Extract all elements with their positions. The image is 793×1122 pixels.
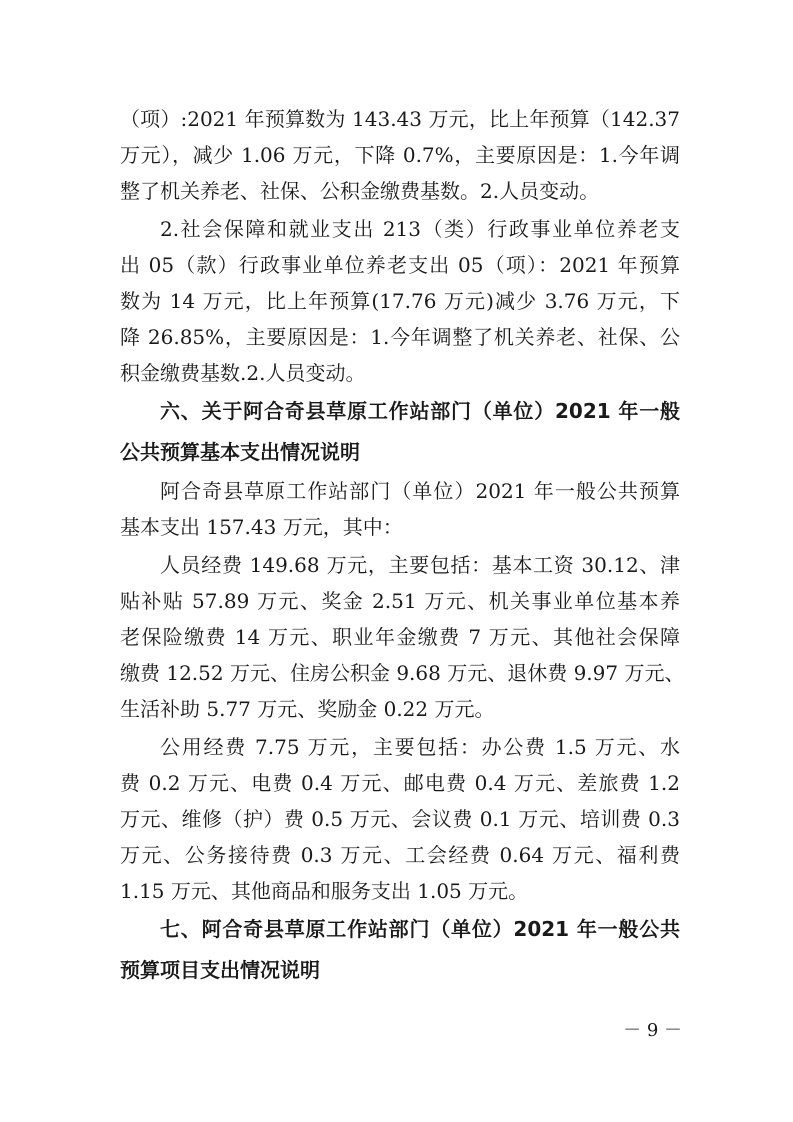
- text-line: 费 0.2 万元、电费 0.4 万元、邮电费 0.4 万元、差旅费 1.2: [120, 771, 680, 795]
- text-line: 老保险缴费 14 万元、职业年金缴费 7 万元、其他社会保障: [120, 625, 680, 649]
- text-line: 贴补贴 57.89 万元、奖金 2.51 万元、机关事业单位基本养: [120, 589, 680, 613]
- text-line: 人员经费 149.68 万元，主要包括：基本工资 30.12、津: [160, 553, 680, 577]
- text-line: 万元），减少 1.06 万元，下降 0.7%，主要原因是：1.今年调: [120, 143, 680, 167]
- text-line: 万元、维修（护）费 0.5 万元、会议费 0.1 万元、培训费 0.3: [120, 807, 680, 831]
- text-line: 1.15 万元、其他商品和服务支出 1.05 万元。: [120, 879, 529, 903]
- text-line: （项）:2021 年预算数为 143.43 万元，比上年预算（142.37: [120, 107, 680, 131]
- text-line: 生活补助 5.77 万元、奖励金 0.22 万元。: [120, 697, 495, 721]
- text-line: 整了机关养老、社保、公积金缴费基数。2.人员变动。: [120, 179, 600, 203]
- text-line: 公用经费 7.75 万元，主要包括：办公费 1.5 万元、水: [160, 735, 680, 759]
- text-line: 出 05（款）行政事业单位养老支出 05（项）：2021 年预算: [120, 253, 680, 277]
- text-line: 数为 14 万元，比上年预算(17.76 万元)减少 3.76 万元，下: [120, 289, 680, 313]
- text-line: 降 26.85%，主要原因是：1.今年调整了机关养老、社保、公: [120, 325, 680, 349]
- page-number: － 9 －: [623, 1020, 682, 1041]
- section-heading: 七、阿合奇县草原工作站部门（单位）2021 年一般公共: [160, 917, 680, 941]
- section-heading: 预算项目支出情况说明: [120, 958, 320, 982]
- text-line: 基本支出 157.43 万元，其中：: [120, 515, 403, 539]
- section-heading: 六、关于阿合奇县草原工作站部门（单位）2021 年一般: [160, 399, 680, 423]
- text-line: 阿合奇县草原工作站部门（单位）2021 年一般公共预算: [160, 479, 680, 503]
- text-line: 万元、公务接待费 0.3 万元、工会经费 0.64 万元、福利费: [120, 843, 680, 867]
- text-line: 2.社会保障和就业支出 213（类）行政事业单位养老支: [160, 217, 680, 241]
- section-heading: 公共预算基本支出情况说明: [120, 440, 360, 464]
- document-body: [120, 101, 685, 991]
- text-line: 缴费 12.52 万元、住房公积金 9.68 万元、退休费 9.97 万元、: [120, 661, 685, 685]
- text-line: 积金缴费基数.2.人员变动。: [120, 361, 366, 385]
